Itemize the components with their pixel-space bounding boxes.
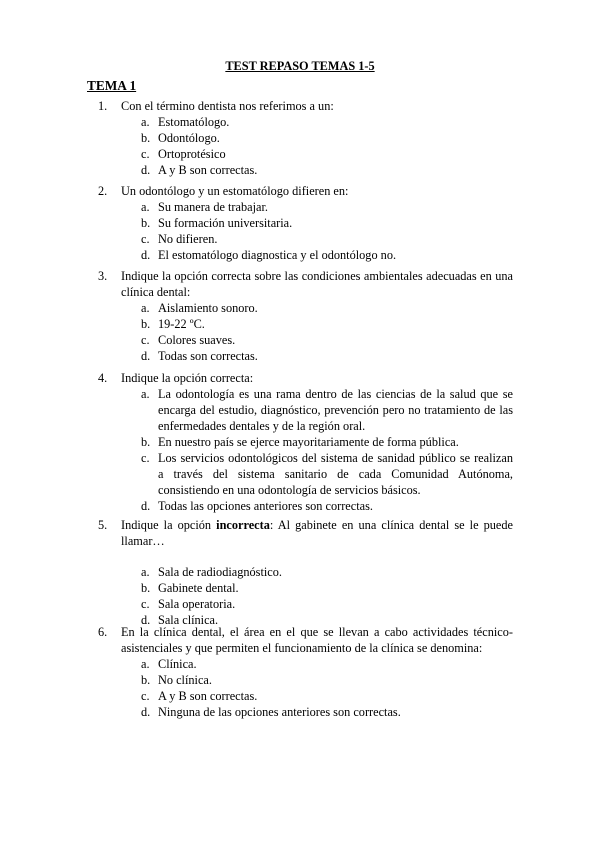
option-letter: a. xyxy=(141,565,150,579)
option-text: Aislamiento sonoro. xyxy=(158,301,258,315)
options-list xyxy=(141,199,513,263)
option-text: Clínica. xyxy=(158,657,197,671)
question-2 xyxy=(98,183,513,263)
options-list xyxy=(141,114,513,178)
option-d xyxy=(141,162,513,178)
section-title: TEMA 1 xyxy=(87,78,137,93)
question-3 xyxy=(98,268,513,364)
question-text-end: : Al gabinete en una clínica dental se le puede llamar… xyxy=(121,518,513,548)
option-text: El estomatólogo diagnostica y el odontólogo no. xyxy=(158,248,397,262)
option-c xyxy=(141,332,513,348)
question-number: 6. xyxy=(98,625,108,639)
option-b xyxy=(141,215,513,231)
document-title: TEST REPASO TEMAS 1-5 xyxy=(225,59,375,73)
option-letter: b. xyxy=(141,581,151,595)
option-letter: c. xyxy=(141,451,150,465)
option-text: Gabinete dental. xyxy=(158,581,239,595)
option-a xyxy=(141,199,513,215)
question-number: 2. xyxy=(98,184,108,198)
option-c xyxy=(141,596,513,612)
option-text: Colores suaves. xyxy=(158,333,236,347)
option-text: No clínica. xyxy=(158,673,212,687)
option-d xyxy=(141,498,513,514)
question-number: 1. xyxy=(98,99,108,113)
option-letter: c. xyxy=(141,333,150,347)
option-d xyxy=(141,247,513,263)
option-letter: c. xyxy=(141,689,150,703)
option-c xyxy=(141,688,513,704)
option-b xyxy=(141,672,513,688)
option-text: Los servicios odontológicos del sistema de sanidad público se realizan a través del sistema sanitario de cada Comunidad Autónoma, consistiendo en una odontología de servicios básicos. xyxy=(158,451,513,497)
question-text: Indique la opción correcta: xyxy=(121,371,254,385)
option-text: A y B son correctas. xyxy=(158,689,258,703)
option-b xyxy=(141,580,513,596)
option-letter: d. xyxy=(141,499,151,513)
question-text-emphasis: incorrecta xyxy=(216,518,270,532)
option-a xyxy=(141,386,513,434)
option-letter: a. xyxy=(141,387,150,401)
option-text: Sala de radiodiagnóstico. xyxy=(158,565,282,579)
option-letter: d. xyxy=(141,705,151,719)
question-4 xyxy=(98,370,513,514)
option-a xyxy=(141,564,513,580)
option-letter: b. xyxy=(141,131,151,145)
option-a xyxy=(141,114,513,130)
question-number: 4. xyxy=(98,371,108,385)
option-letter: d. xyxy=(141,163,151,177)
option-b xyxy=(141,316,513,332)
question-text: Indique la opción correcta sobre las condiciones ambientales adecuadas en una clínica dental: xyxy=(121,269,513,299)
option-text: Ortoprotésico xyxy=(158,147,226,161)
option-text: En nuestro país se ejerce mayoritariamente de forma pública. xyxy=(158,435,459,449)
question-text: Con el término dentista nos referimos a un: xyxy=(121,99,334,113)
question-text: Un odontólogo y un estomatólogo difieren en: xyxy=(121,184,349,198)
question-6 xyxy=(98,624,513,720)
option-d xyxy=(141,348,513,364)
question-1 xyxy=(98,98,513,178)
option-letter: b. xyxy=(141,317,151,331)
option-text: Estomatólogo. xyxy=(158,115,230,129)
option-text: No difieren. xyxy=(158,232,218,246)
option-letter: a. xyxy=(141,657,150,671)
option-letter: c. xyxy=(141,232,150,246)
question-text xyxy=(121,517,513,549)
option-text: Sala clínica. xyxy=(158,613,219,627)
options-list xyxy=(141,300,513,364)
spacer xyxy=(98,549,513,564)
question-text-start: Indique la opción xyxy=(121,518,217,532)
question-number: 5. xyxy=(98,518,108,532)
option-b xyxy=(141,434,513,450)
option-c xyxy=(141,231,513,247)
option-text: 19-22 ºC. xyxy=(158,317,205,331)
option-letter: d. xyxy=(141,613,151,627)
option-c xyxy=(141,146,513,162)
option-text: Ninguna de las opciones anteriores son correctas. xyxy=(158,705,401,719)
options-list xyxy=(141,656,513,720)
option-b xyxy=(141,130,513,146)
option-c xyxy=(141,450,513,498)
options-list xyxy=(141,564,513,628)
option-letter: b. xyxy=(141,435,151,449)
option-text: A y B son correctas. xyxy=(158,163,258,177)
option-letter: d. xyxy=(141,248,151,262)
option-text: Su manera de trabajar. xyxy=(158,200,268,214)
option-letter: c. xyxy=(141,597,150,611)
option-a xyxy=(141,656,513,672)
option-a xyxy=(141,300,513,316)
option-letter: b. xyxy=(141,216,151,230)
question-text: En la clínica dental, el área en el que se llevan a cabo actividades técnico-asistenciales y que permiten el funcionamiento de la clínica se denomina: xyxy=(121,625,513,655)
option-letter: a. xyxy=(141,115,150,129)
option-text: La odontología es una rama dentro de las ciencias de la salud que se encarga del estudio, diagnóstico, prevención pero no tratamiento de las enfermedades dentales y de la región oral. xyxy=(158,387,513,433)
option-text: Sala operatoria. xyxy=(158,597,236,611)
question-5 xyxy=(98,517,513,628)
option-letter: a. xyxy=(141,200,150,214)
option-text: Odontólogo. xyxy=(158,131,220,145)
options-list xyxy=(141,386,513,514)
option-letter: a. xyxy=(141,301,150,315)
option-text: Todas las opciones anteriores son correctas. xyxy=(158,499,373,513)
option-text: Todas son correctas. xyxy=(158,349,258,363)
option-letter: c. xyxy=(141,147,150,161)
option-letter: b. xyxy=(141,673,151,687)
option-letter: d. xyxy=(141,349,151,363)
question-number: 3. xyxy=(98,269,108,283)
option-text: Su formación universitaria. xyxy=(158,216,293,230)
option-d xyxy=(141,704,513,720)
